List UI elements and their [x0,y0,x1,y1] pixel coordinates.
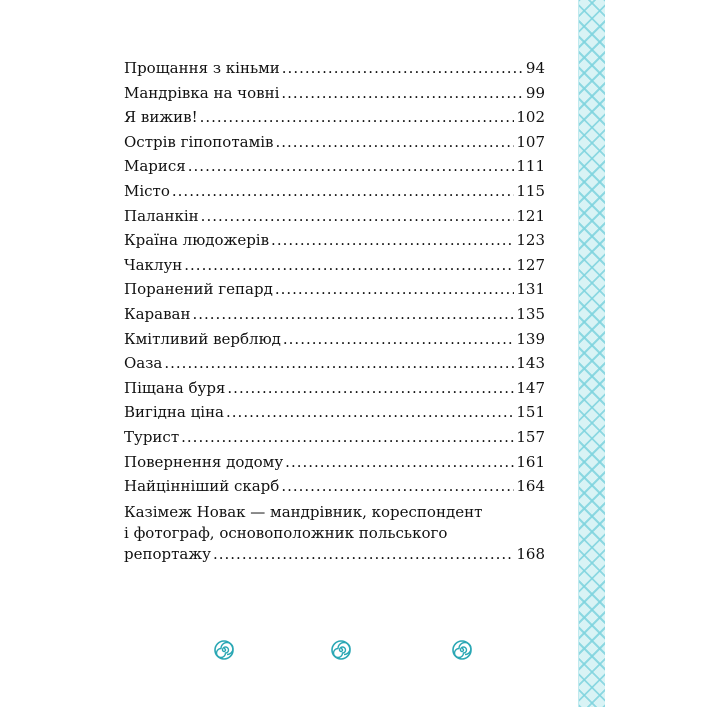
toc-entry-page-number: 131 [516,280,545,299]
toc-entry-title: Паланкін [124,206,199,225]
toc-entry-title: Вигідна ціна [124,403,225,422]
toc-entry [124,351,545,376]
dot-leader [227,376,514,401]
toc-entry-title: репортажу [124,544,211,563]
dot-leader [201,204,515,229]
dot-leader [164,351,514,376]
toc-entry-page-number: 107 [516,132,545,151]
toc-entry-title: Місто [124,181,170,200]
bottom-ornaments [0,640,707,662]
toc-entry [124,474,545,499]
toc-entry-page-number: 121 [516,206,545,225]
toc-entry-title: Найцінніший скарб [124,477,280,496]
spiral-icon [214,640,234,660]
toc-entry-title: Піщана буря [124,378,226,397]
dot-leader [226,400,514,425]
dot-leader [184,253,514,278]
dot-leader [200,105,515,130]
toc-entry [124,154,545,179]
dot-leader [282,56,524,81]
toc-entry-page-number: 99 [525,83,545,102]
toc-entry-title: Оаза [124,354,163,373]
toc-entry-title-line: Казімеж Новак — мандрівник, кореспондент [124,502,483,521]
toc-entry-page-number: 102 [516,108,545,127]
toc-entry-title: Кмітливий верблюд [124,329,281,348]
toc-entry-page-number: 127 [516,255,545,274]
toc-entry-page-number: 147 [516,378,545,397]
toc-entry [124,327,545,352]
dot-leader [181,425,514,450]
toc-entry-title: Повернення додому [124,452,284,471]
toc-entry-page-number: 115 [516,181,545,200]
toc-entry-multiline [124,502,545,565]
toc-entry [124,204,545,229]
decorative-side-band [578,0,605,707]
dot-leader [275,277,515,302]
toc-entry-title: Прощання з кіньми [124,59,280,77]
toc-entry-page-number: 151 [516,403,545,422]
toc-entry-title-line: і фотограф, основоположник польського [124,523,448,542]
dot-leader [188,154,515,179]
toc-entry-page-number: 94 [525,59,545,77]
toc-entry-page-number: 123 [516,231,545,250]
toc-entry-title: Поранений гепард [124,280,273,299]
dot-leader [172,179,514,204]
toc-entry [124,130,545,155]
toc-entry-page-number: 143 [516,354,545,373]
toc-entry-page-number: 164 [516,477,545,496]
dot-leader [271,228,514,253]
dot-leader [281,81,524,106]
toc-entry-title: Країна людожерів [124,231,270,250]
dot-leader [285,450,514,475]
dot-leader [213,544,514,565]
dot-leader [192,302,514,327]
toc-entry [124,105,545,130]
toc-entry-page-number: 168 [516,544,545,563]
toc-entry-title: Острів гіпопотамів [124,132,274,151]
dot-leader [281,474,514,499]
toc-entry [124,277,545,302]
toc-entry-page-number: 111 [516,157,545,176]
toc-entry [124,56,545,81]
toc-entry [124,179,545,204]
toc-entry [124,228,545,253]
toc-entry-page-number: 161 [516,452,545,471]
dot-leader [275,130,514,155]
toc-entry-title: Марися [124,157,186,176]
toc-entry-page-number: 157 [516,427,545,446]
toc-entry [124,302,545,327]
dot-leader [283,327,514,352]
toc-entry-title: Чаклун [124,255,183,274]
toc-entry [124,450,545,475]
table-of-contents [124,56,545,565]
toc-entry [124,425,545,450]
toc-entry [124,81,545,106]
toc-entry-title: Я вижив! [124,108,198,127]
toc-entry-title-line [124,544,545,565]
toc-entry [124,253,545,278]
toc-entry [124,400,545,425]
spiral-icon [452,640,472,660]
toc-entry-title: Караван [124,304,191,323]
toc-entry-page-number: 139 [516,329,545,348]
toc-entry-title: Турист [124,427,180,446]
toc-entry-title: Мандрівка на човні [124,83,280,102]
toc-entry-page-number: 135 [516,304,545,323]
toc-entry [124,376,545,401]
spiral-icon [331,640,351,660]
